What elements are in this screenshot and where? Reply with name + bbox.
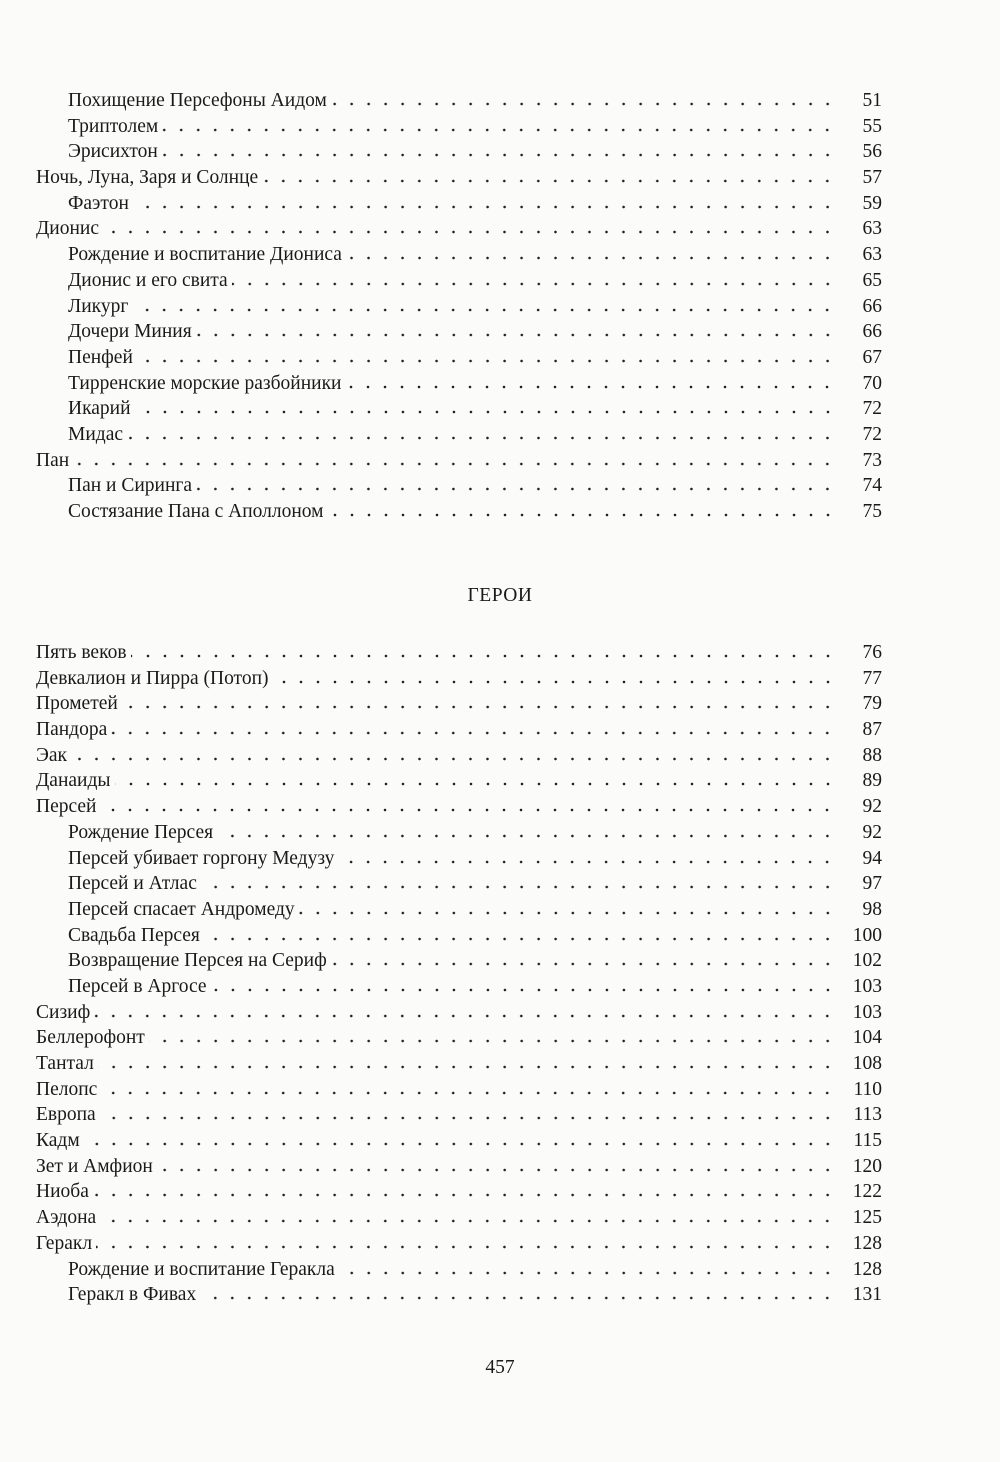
toc-entry-page-number: 66 xyxy=(862,321,882,343)
toc-entry xyxy=(36,1205,882,1231)
toc-entry xyxy=(36,691,882,717)
dot-leader xyxy=(299,905,836,915)
dot-leader xyxy=(71,751,836,761)
dot-leader xyxy=(133,199,836,209)
dot-leader xyxy=(232,276,836,286)
dot-leader xyxy=(217,828,836,838)
toc-entry-title: Икарий xyxy=(68,398,131,420)
dot-leader xyxy=(346,250,836,260)
toc-entry xyxy=(36,1179,882,1205)
toc-entry-title: Пан xyxy=(36,449,70,471)
toc-entry-title: Пенфей xyxy=(68,346,133,368)
toc-entry-page-number: 131 xyxy=(852,1284,882,1306)
toc-entry-title: Эрисихтон xyxy=(68,141,158,163)
toc-entry-page-number: 102 xyxy=(852,950,882,972)
dot-leader xyxy=(132,302,836,312)
toc-entry-page-number: 76 xyxy=(862,642,882,663)
toc-subentry xyxy=(36,139,882,165)
toc-subentry xyxy=(36,820,882,846)
toc-subentry xyxy=(36,1257,882,1283)
dot-leader xyxy=(103,224,836,234)
dot-leader xyxy=(100,1213,836,1223)
toc-entry xyxy=(36,448,882,474)
dot-leader xyxy=(204,931,836,941)
toc-entry-page-number: 128 xyxy=(852,1258,882,1280)
toc-entry-title: Зет и Амфион xyxy=(36,1155,153,1177)
toc-entry-page-number: 77 xyxy=(862,667,882,689)
toc-entry xyxy=(36,1051,882,1077)
toc-entry-title: Европа xyxy=(36,1104,96,1126)
section-heading-heroes: ГЕРОИ xyxy=(467,585,533,606)
dot-leader xyxy=(73,456,836,466)
toc-entry-title: Пелопс xyxy=(36,1078,98,1100)
toc-entry-page-number: 125 xyxy=(852,1207,882,1229)
dot-leader xyxy=(331,96,836,106)
toc-entry-title: Тантал xyxy=(36,1053,94,1074)
dot-leader xyxy=(122,699,836,709)
toc-entry-title: Возвращение Персея на Сериф xyxy=(68,950,327,972)
toc-entry-page-number: 104 xyxy=(852,1027,882,1049)
dot-leader xyxy=(127,430,836,440)
toc-entry-title: Персей в Аргосе xyxy=(68,975,207,997)
toc-entry-page-number: 63 xyxy=(862,244,882,266)
dot-leader xyxy=(328,507,837,517)
toc-subentry xyxy=(36,191,882,217)
toc-entry-title: Дочери Миния xyxy=(68,321,192,343)
toc-entry-page-number: 72 xyxy=(862,423,882,445)
toc-entry-title: Фаэтон xyxy=(68,192,129,214)
toc-entry-page-number: 92 xyxy=(862,821,882,843)
dot-leader xyxy=(345,379,836,389)
toc-subentry xyxy=(36,319,882,345)
page-number: 457 xyxy=(485,1357,515,1378)
toc-subentry xyxy=(36,396,882,422)
toc-entry-title: Эак xyxy=(36,744,68,766)
dot-leader xyxy=(273,674,836,684)
toc-entry-title: Геракл xyxy=(36,1232,93,1254)
toc-entry-page-number: 75 xyxy=(862,501,882,522)
toc-entry-page-number: 57 xyxy=(862,167,882,189)
toc-entry-title: Сизиф xyxy=(36,1001,91,1023)
toc-entry xyxy=(36,1000,882,1026)
toc-entry-page-number: 92 xyxy=(862,796,882,818)
dot-leader xyxy=(331,956,836,966)
toc-entry-title: Рождение Персея xyxy=(68,821,214,843)
toc-entry xyxy=(36,216,882,242)
toc-entry-page-number: 94 xyxy=(862,847,882,869)
toc-entry-title: Персей xyxy=(36,796,97,818)
toc-entry-title: Ликург xyxy=(68,295,129,317)
toc-entry-page-number: 103 xyxy=(852,1001,882,1023)
toc-section-heroes xyxy=(36,640,882,1308)
toc-entry-page-number: 56 xyxy=(862,141,882,163)
toc-entry-title: Дионис xyxy=(36,218,100,240)
toc-entry-page-number: 67 xyxy=(862,346,882,368)
toc-entry-page-number: 110 xyxy=(853,1078,882,1100)
dot-leader xyxy=(100,802,836,812)
dot-leader xyxy=(162,122,836,132)
dot-leader xyxy=(200,1290,836,1300)
toc-entry-title: Похищение Персефоны Аидом xyxy=(68,90,327,111)
toc-entry xyxy=(36,743,882,769)
toc-entry-page-number: 128 xyxy=(852,1232,882,1254)
toc-subentry xyxy=(36,114,882,140)
dot-leader xyxy=(93,1187,836,1197)
dot-leader xyxy=(262,173,836,183)
toc-entry-page-number: 51 xyxy=(862,90,882,111)
toc-entry-page-number: 103 xyxy=(852,975,882,997)
toc-subentry xyxy=(36,1282,882,1308)
toc-entry-title: Пан и Сиринга xyxy=(68,475,193,497)
toc-entry-title: Дионис и его свита xyxy=(68,269,228,291)
toc-entry-page-number: 63 xyxy=(862,218,882,240)
toc-entry-title: Мидас xyxy=(68,423,124,445)
toc-entry-title: Триптолем xyxy=(68,115,159,137)
toc-subentry xyxy=(36,88,882,114)
toc-entry xyxy=(36,666,882,692)
toc-section-gods xyxy=(36,88,882,525)
toc-entry-page-number: 70 xyxy=(862,372,882,394)
dot-leader xyxy=(94,1008,836,1018)
toc-entry-title: Персей спасает Андромеду xyxy=(68,898,295,920)
toc-entry-page-number: 100 xyxy=(852,924,882,946)
toc-entry-title: Рождение и воспитание Диониса xyxy=(68,244,342,266)
dot-leader xyxy=(131,648,836,658)
toc-subentry xyxy=(36,242,882,268)
dot-leader xyxy=(100,1110,836,1120)
toc-entry-page-number: 120 xyxy=(852,1155,882,1177)
toc-subentry xyxy=(36,499,882,525)
toc-entry-page-number: 59 xyxy=(862,192,882,214)
dot-leader xyxy=(115,776,836,786)
dot-leader xyxy=(84,1136,836,1146)
toc-entry xyxy=(36,1231,882,1257)
toc-entry-page-number: 66 xyxy=(862,295,882,317)
dot-leader xyxy=(201,879,836,889)
toc-entry-title: Состязание Пана с Аполлоном xyxy=(68,501,324,522)
toc-entry-page-number: 98 xyxy=(862,898,882,920)
toc-entry-page-number: 97 xyxy=(862,873,882,895)
toc-entry xyxy=(36,1077,882,1103)
dot-leader xyxy=(162,147,836,157)
toc-subentry xyxy=(36,871,882,897)
toc-entry-page-number: 87 xyxy=(862,719,882,741)
toc-entry-page-number: 89 xyxy=(862,770,882,792)
toc-entry-page-number: 108 xyxy=(852,1053,882,1074)
dot-leader xyxy=(135,404,836,414)
toc-entry-title: Персей и Атлас xyxy=(68,873,197,895)
toc-entry-page-number: 74 xyxy=(862,475,882,497)
toc-subentry xyxy=(36,345,882,371)
dot-leader xyxy=(196,327,836,337)
dot-leader xyxy=(137,353,836,363)
toc-entry xyxy=(36,1154,882,1180)
toc-entry-title: Данаиды xyxy=(36,770,111,792)
toc-entry-page-number: 55 xyxy=(862,115,882,137)
toc-entry xyxy=(36,1128,882,1154)
dot-leader xyxy=(111,725,836,735)
toc-entry-title: Кадм xyxy=(36,1130,80,1152)
toc-subentry xyxy=(36,846,882,872)
toc-entry xyxy=(36,717,882,743)
toc-entry xyxy=(36,1025,882,1051)
toc-entry-title: Девкалион и Пирра (Потоп) xyxy=(36,667,269,689)
toc-entry-title: Ночь, Луна, Заря и Солнце xyxy=(36,167,259,189)
toc-subentry xyxy=(36,268,882,294)
toc-entry xyxy=(36,768,882,794)
toc-subentry xyxy=(36,473,882,499)
toc-entry-page-number: 88 xyxy=(862,744,882,766)
dot-leader xyxy=(101,1085,836,1095)
toc-entry-title: Аэдона xyxy=(36,1207,97,1229)
toc-subentry xyxy=(36,294,882,320)
toc-subentry xyxy=(36,923,882,949)
dot-leader xyxy=(196,481,836,491)
toc-entry-title: Беллерофонт xyxy=(36,1027,145,1049)
toc-entry xyxy=(36,640,882,666)
toc-subentry xyxy=(36,371,882,397)
toc-entry-page-number: 65 xyxy=(862,269,882,291)
toc-subentry xyxy=(36,974,882,1000)
toc-entry-title: Геракл в Фивах xyxy=(68,1284,197,1306)
dot-leader xyxy=(338,854,836,864)
toc-entry-title: Пандора xyxy=(36,719,108,741)
toc-entry-page-number: 115 xyxy=(853,1130,882,1152)
toc-entry-title: Рождение и воспитание Геракла xyxy=(68,1258,335,1280)
dot-leader xyxy=(339,1265,836,1275)
toc-subentry xyxy=(36,948,882,974)
toc-entry-title: Ниоба xyxy=(36,1181,89,1203)
toc-entry-page-number: 73 xyxy=(862,449,882,471)
dot-leader xyxy=(157,1162,836,1172)
toc-entry-title: Пять веков xyxy=(36,642,127,663)
toc-entry-title: Прометей xyxy=(36,693,118,715)
dot-leader xyxy=(96,1239,836,1249)
toc-entry-page-number: 79 xyxy=(862,693,882,715)
dot-leader xyxy=(211,982,836,992)
toc-entry-title: Свадьба Персея xyxy=(68,924,200,946)
toc-entry xyxy=(36,794,882,820)
toc-entry-title: Тирренские морские разбойники xyxy=(68,372,342,394)
toc-entry-page-number: 122 xyxy=(852,1181,882,1203)
toc-entry xyxy=(36,165,882,191)
toc-entry-page-number: 113 xyxy=(853,1104,882,1126)
toc-entry-page-number: 72 xyxy=(862,398,882,420)
dot-leader xyxy=(98,1059,836,1069)
toc-subentry xyxy=(36,897,882,923)
toc-entry xyxy=(36,1102,882,1128)
toc-entry-title: Персей убивает горгону Медузу xyxy=(68,847,335,869)
dot-leader xyxy=(149,1033,836,1043)
toc-subentry xyxy=(36,422,882,448)
